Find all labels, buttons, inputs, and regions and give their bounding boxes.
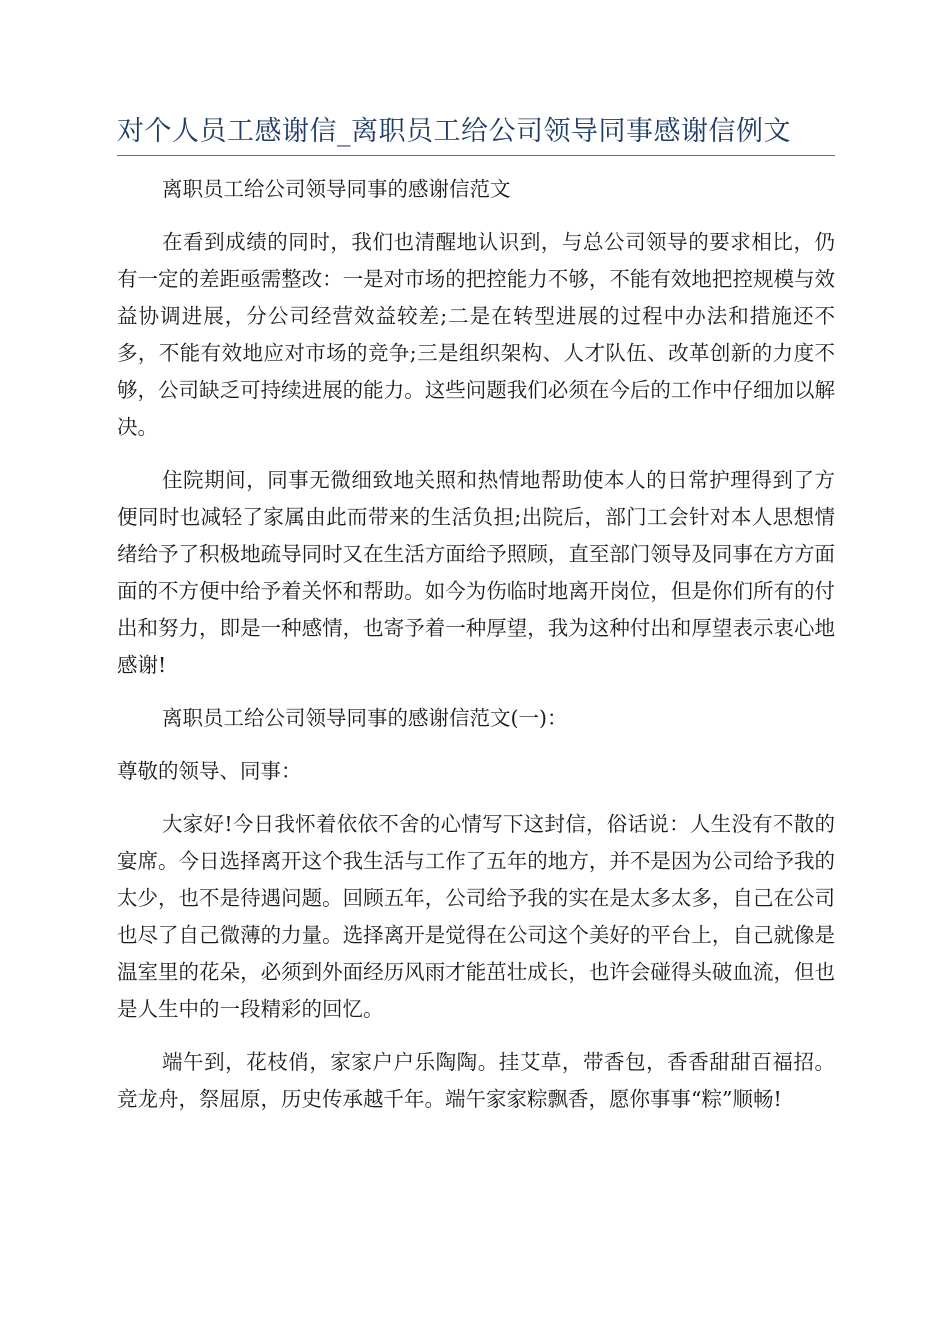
paragraph-heading: 离职员工给公司领导同事的感谢信范文(一)： (162, 706, 568, 730)
letter-salutation: 尊敬的领导、同事： (117, 759, 302, 783)
paragraph: 在看到成绩的同时，我们也清醒地认识到，与总公司领导的要求相比，仍有一定的差距亟需整改：一是对市场的把控能力不够，不能有效地把控规模与效益协调进展，分公司经营效益较差;二是在转型进展的过程中办法和措施还不多，不能有效地应对市场的竞争;三是组织架构、人才队伍、改革创新的力度不够，公司缺乏可持续进展的能力。这些问题我们必须在今后的工作中仔细加以解决。 (117, 230, 835, 439)
paragraph: 端午到，花枝俏，家家户户乐陶陶。挂艾草，带香包，香香甜甜百福招。竞龙舟，祭屈原，历史传承越千年。端午家家粽飘香，愿你事事“粽”顺畅! (117, 1050, 835, 1111)
paragraph: 大家好!今日我怀着依依不舍的心情写下这封信，俗话说：人生没有不散的宴席。今日选择离开这个我生活与工作了五年的地方，并不是因为公司给予我的太少，也不是待遇问题。回顾五年，公司给予我的实在是太多太多，自己在公司也尽了自己微薄的力量。选择离开是觉得在公司这个美好的平台上，自己就像是温室里的花朵，必须到外面经历风雨才能茁壮成长，也许会碰得头破血流，但也是人生中的一段精彩的回忆。 (117, 812, 835, 1021)
document-body (117, 171, 835, 1134)
paragraph-subtitle: 离职员工给公司领导同事的感谢信范文 (162, 177, 511, 201)
paragraph: 住院期间，同事无微细致地关照和热情地帮助使本人的日常护理得到了方便同时也减轻了家属由此而带来的生活负担;出院后，部门工会针对本人思想情绪给予了积极地疏导同时又在生活方面给予照顾，直至部门领导及同事在方方面面的不方便中给予着关怀和帮助。如今为伤临时地离开岗位，但是你们所有的付出和努力，即是一种感情，也寄予着一种厚望，我为这种付出和厚望表示衷心地感谢! (117, 468, 835, 677)
title-underline (117, 155, 835, 156)
page-title: 对个人员工感谢信_离职员工给公司领导同事感谢信例文 (117, 116, 791, 147)
